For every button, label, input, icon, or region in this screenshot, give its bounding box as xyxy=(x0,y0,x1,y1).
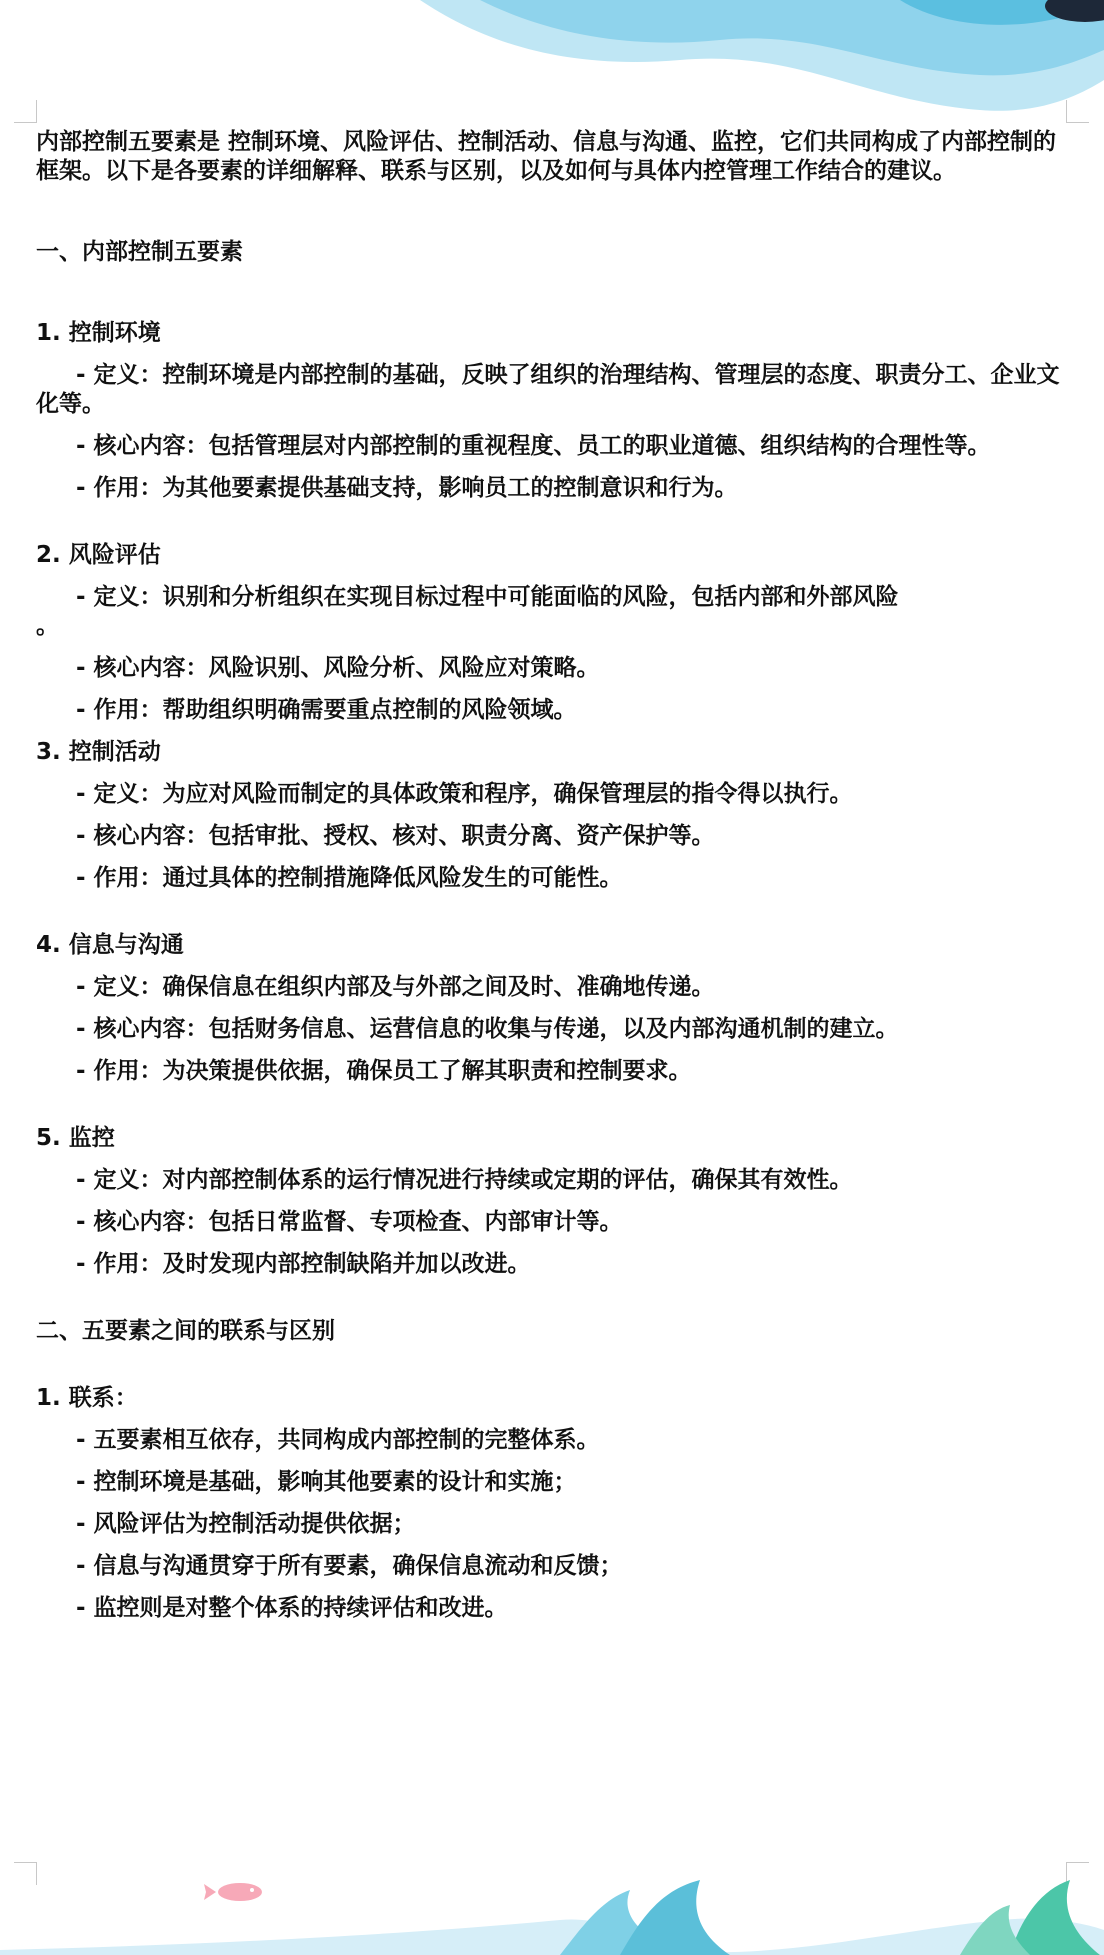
relation-item: - 监控则是对整个体系的持续评估和改进。 xyxy=(76,1595,508,1621)
element-item: - 核心内容：包括审批、授权、核对、职责分离、资产保护等。 xyxy=(76,823,715,849)
element-item: - 核心内容：包括日常监督、专项检查、内部审计等。 xyxy=(76,1209,623,1235)
element-item: - 作用：为其他要素提供基础支持，影响员工的控制意识和行为。 xyxy=(76,475,738,501)
element-item: - 作用：为决策提供依据，确保员工了解其职责和控制要求。 xyxy=(76,1058,692,1084)
section-title: 一、内部控制五要素 xyxy=(36,239,243,265)
element-item: - 核心内容：包括管理层对内部控制的重视程度、员工的职业道德、组织结构的合理性等。 xyxy=(76,433,991,459)
element-heading: 1. 控制环境 xyxy=(36,320,161,346)
relation-item: - 控制环境是基础，影响其他要素的设计和实施； xyxy=(76,1469,577,1495)
element-item-continuation: 。 xyxy=(36,613,59,639)
element-item: - 作用：帮助组织明确需要重点控制的风险领域。 xyxy=(76,697,577,723)
page-corner-mark xyxy=(14,100,37,123)
element-heading: 5. 监控 xyxy=(36,1125,115,1151)
element-heading: 2. 风险评估 xyxy=(36,542,161,568)
top-wave-decoration xyxy=(0,0,1104,120)
intro-paragraph: 内部控制五要素是 控制环境、风险评估、控制活动、信息与沟通、监控，它们共同构成了内部控制的框架。以下是各要素的详细解释、联系与区别，以及如何与具体内控管理工作结合的建议。 xyxy=(36,129,1057,184)
element-item: - 定义：为应对风险而制定的具体政策和程序，确保管理层的指令得以执行。 xyxy=(76,781,853,807)
element-item: - 定义：控制环境是内部控制的基础，反映了组织的治理结构、管理层的态度、职责分工、企业文化等。 xyxy=(36,362,1060,417)
element-item: - 作用：及时发现内部控制缺陷并加以改进。 xyxy=(76,1251,531,1277)
element-item: - 作用：通过具体的控制措施降低风险发生的可能性。 xyxy=(76,865,623,891)
element-item: - 定义：对内部控制体系的运行情况进行持续或定期的评估，确保其有效性。 xyxy=(76,1167,853,1193)
element-heading: 3. 控制活动 xyxy=(36,739,161,765)
page-corner-mark xyxy=(1066,100,1089,123)
relation-item: - 信息与沟通贯穿于所有要素，确保信息流动和反馈； xyxy=(76,1553,623,1579)
section-title: 二、五要素之间的联系与区别 xyxy=(36,1318,335,1344)
fish-decoration-icon xyxy=(204,1883,262,1901)
element-item: - 核心内容：风险识别、风险分析、风险应对策略。 xyxy=(76,655,600,681)
element-item: - 定义：确保信息在组织内部及与外部之间及时、准确地传递。 xyxy=(76,974,715,1000)
element-item: - 核心内容：包括财务信息、运营信息的收集与传递，以及内部沟通机制的建立。 xyxy=(76,1016,899,1042)
element-item: - 定义：识别和分析组织在实现目标过程中可能面临的风险，包括内部和外部风险 xyxy=(76,584,899,610)
relation-heading: 1. 联系： xyxy=(36,1385,138,1411)
relation-item: - 风险评估为控制活动提供依据； xyxy=(76,1511,416,1537)
bottom-wave-decoration xyxy=(0,1860,1104,1955)
document-body xyxy=(36,128,1068,1636)
relation-item: - 五要素相互依存，共同构成内部控制的完整体系。 xyxy=(76,1427,600,1453)
element-heading: 4. 信息与沟通 xyxy=(36,932,184,958)
